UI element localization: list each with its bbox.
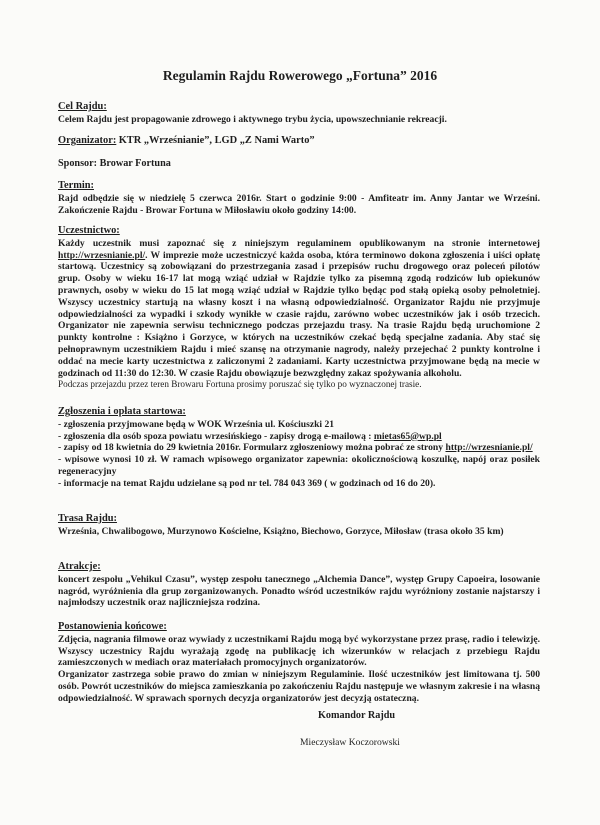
website-link[interactable]: http://wrzesnianie.pl/ bbox=[58, 249, 146, 261]
organizator-label: Organizator: bbox=[58, 135, 117, 146]
cel-text: Celem Rajdu jest propagowanie zdrowego i aktywnego trybu życia, upowszechnianie rekreacji. bbox=[58, 113, 447, 125]
section-trasa bbox=[58, 513, 540, 538]
uczestnictwo-text-start: Każdy uczestnik musi zapoznać się z niniejszym regulaminem opublikowanym na stronie internetowej bbox=[58, 237, 540, 249]
section-organizator bbox=[58, 135, 540, 147]
atrakcje-text: koncert zespołu „Vehikul Czasu”, występ zespołu tanecznego „Alchemia Dance”, występ Grupy Capoeira, losowanie nagród, wyróżnienia dla grup zorganizowanych. Ponadto wśród uczestników rajdu wyróżniony zostanie najstarszy i najmłodszy uczestnik oraz najliczniejsza rodzina. bbox=[58, 573, 540, 609]
section-postanowienia bbox=[58, 621, 540, 705]
zgloszenia-item-5: - informacje na temat Rajdu udzielane są pod nr tel. 784 043 369 ( w godzinach od 16 do 20). bbox=[58, 478, 540, 490]
section-header-uczestnictwo: Uczestnictwo: bbox=[58, 225, 120, 236]
zgloszenia-item-2: - zgłoszenia dla osób spoza powiatu wrzesińskiego - zapisy drogą e-mailową : mietas65@wp.pl bbox=[58, 430, 442, 442]
section-termin bbox=[58, 180, 540, 216]
sponsor-text: Sponsor: Browar Fortuna bbox=[58, 158, 171, 169]
form-link[interactable]: http://wrzesnianie.pl/ bbox=[445, 442, 533, 454]
postanowienia-text: Zdjęcia, nagrania filmowe oraz wywiady z uczestnikami Rajdu mogą być wykorzystane przez prasę, radio i telewizję. Wszyscy uczestnicy Rajdu wyrażają zgodę na publikację ich wizerunków w relacjach z przebiegu Rajdu zamieszczonych w mediach oraz materiałach promocyjnych organizatorów. bbox=[58, 633, 540, 669]
section-zgloszenia bbox=[58, 406, 540, 490]
uczestnictwo-text-rest: . W imprezie może uczestniczyć każda osoba, która terminowo dokona zgłoszenia i uiści opłatę startową. Uczestnicy są zobowiązani do przestrzegania zasad i przepisów ruchu drogowego oraz poleceń pilotów grup. Osoby w wieku 16-17 lat mogą wziąć udział w Rajdzie tylko za pisemną zgodą rodziców lub opiekunów prawnych, osoby w wieku do 15 lat mogą wziąć udział w Rajdzie tylko będąc pod stałą opieką osoby pełnoletniej. Wszyscy uczestnicy startują na własny koszt i na własną odpowiedzialność. Organizator Rajdu nie przyjmuje odpowiedzialności za wypadki i szkody wynikłe w czasie rajdu, zarówno wobec uczestników jak i osób trzecich. Organizator nie zapewnia serwisu technicznego podczas przejazdu trasy. Na trasie Rajdu będą uruchomione 2 punkty kontrolne : Książno i Gorzyce, w których na uczestników czekać będą specjalne zadania. Aby stać się pełnoprawnym uczestnikiem Rajdu i mieć szansę na otrzymanie nagrody, należy przejechać 2 punkty kontrolne i oddać na mecie karty uczestnictwa z zaliczonymi 2 zadaniami. Karty uczestnictwa przyjmowane będą na mecie w godzinach od 11:30 do 12:30. W czasie Rajdu obowiązuje bezwzględny zakaz spożywania alkoholu. bbox=[58, 249, 540, 379]
email-link[interactable]: mietas65@wp.pl bbox=[373, 430, 442, 442]
section-uczestnictwo bbox=[58, 225, 540, 391]
section-sponsor bbox=[58, 158, 540, 170]
postanowienia-text-2: Organizator zastrzega sobie prawo do zmian w niniejszym Regulaminie. Ilość uczestników jest limitowana tj. 500 osób. Powrót uczestników do miejsca zamieszkania po zakończeniu Rajdu następuje we własnym zakresie i na własną odpowiedzialność. W sprawach spornych decyzja organizatorów jest decyzją ostateczną. bbox=[58, 669, 540, 704]
section-header-postanowienia: Postanowienia końcowe: bbox=[58, 621, 167, 632]
trasa-text: Września, Chwalibogowo, Murzynowo Kościelne, Książno, Biechowo, Gorzyce, Miłosław (trasa około 35 km) bbox=[58, 525, 504, 537]
organizator-text: KTR „Wrześnianie”, LGD „Z Nami Warto” bbox=[118, 135, 315, 146]
termin-text: Rajd odbędzie się w niedzielę 5 czerwca 2016r. Start o godzinie 9:00 - Amfiteatr im. Anny Jantar we Wrześni. Zakończenie Rajdu - Browar Fortuna w Miłosławiu około godziny 14:00. bbox=[58, 192, 540, 216]
zgloszenia-item-3-text: zapisy od 18 kwietnia do 29 kwietnia 2016r. Formularz zgłoszeniowy można pobrać ze strony bbox=[63, 442, 444, 454]
document-title: Regulamin Rajdu Rowerowego „Fortuna” 2016 bbox=[162, 68, 438, 83]
section-header-zgloszenia: Zgłoszenia i opłata startowa: bbox=[58, 406, 186, 417]
section-header-cel: Cel Rajdu: bbox=[58, 101, 107, 112]
signature-role: Komandor Rajdu bbox=[318, 710, 396, 721]
uczestnictwo-extra: Podczas przejazdu przez teren Browaru Fortuna prosimy poruszać się tylko po wyznaczonej trasie. bbox=[58, 379, 422, 390]
section-cel bbox=[58, 101, 540, 126]
zgloszenia-item-2-text: zgłoszenia dla osób spoza powiatu wrzesińskiego - zapisy drogą e-mailową : bbox=[63, 430, 372, 442]
zgloszenia-item-1: - zgłoszenia przyjmowane będą w WOK Września ul. Kościuszki 21 bbox=[58, 419, 540, 431]
zgloszenia-item-4: - wpisowe wynosi 10 zł. W ramach wpisowego organizator zapewnia: okolicznościową koszulkę, napój oraz posiłek regeneracyjny bbox=[58, 454, 540, 478]
section-header-trasa: Trasa Rajdu: bbox=[58, 513, 117, 524]
section-header-termin: Termin: bbox=[58, 180, 94, 191]
zgloszenia-item-3: - zapisy od 18 kwietnia do 29 kwietnia 2016r. Formularz zgłoszeniowy można pobrać ze strony http://wrzesnianie.pl/ bbox=[58, 442, 533, 454]
uczestnictwo-text bbox=[58, 238, 540, 380]
section-atrakcje bbox=[58, 561, 540, 609]
section-header-atrakcje: Atrakcje: bbox=[58, 561, 101, 572]
signature-name: Mieczysław Koczorowski bbox=[300, 737, 400, 748]
